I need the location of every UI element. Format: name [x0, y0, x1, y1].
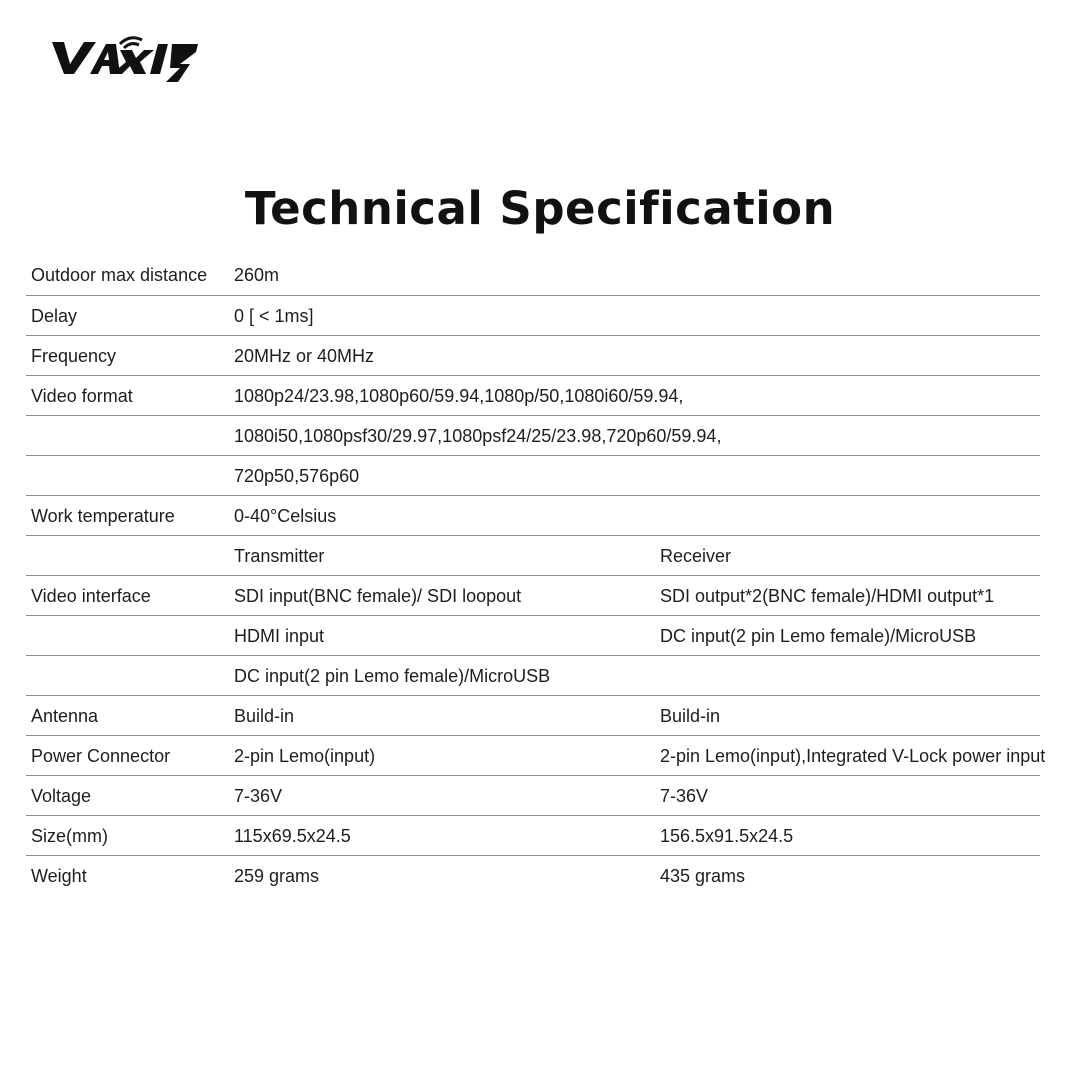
spec-row: [26, 656, 1040, 696]
spec-value: SDI input(BNC female)/ SDI loopout: [234, 586, 522, 606]
spec-value-receiver: 7-36V: [660, 786, 709, 806]
spec-row: [26, 376, 1040, 416]
spec-value: 259 grams: [234, 866, 320, 886]
spec-row-column-headers: [26, 536, 1040, 576]
spec-value: DC input(2 pin Lemo female)/MicroUSB: [234, 666, 551, 686]
spec-value-receiver: SDI output*2(BNC female)/HDMI output*1: [660, 586, 995, 606]
spec-row: [26, 256, 1040, 296]
spec-row: [26, 696, 1040, 736]
spec-row: [26, 616, 1040, 656]
vaxis-logo: [46, 30, 206, 86]
spec-label: Frequency: [31, 346, 117, 366]
spec-value-receiver: 2-pin Lemo(input),Integrated V-Lock power input: [660, 746, 1046, 766]
spec-value: 720p50,576p60: [234, 466, 360, 486]
spec-row: [26, 736, 1046, 776]
spec-row: [26, 576, 1040, 616]
spec-table: [26, 256, 1080, 896]
spec-label: Power Connector: [31, 746, 171, 766]
spec-value: 1080p24/23.98,1080p60/59.94,1080p/50,1080i60/59.94,: [234, 386, 684, 406]
page-title: Technical Specification: [244, 182, 836, 235]
spec-label: Voltage: [31, 786, 92, 806]
spec-value: 2-pin Lemo(input): [234, 746, 376, 766]
spec-value: 20MHz or 40MHz: [234, 346, 375, 366]
spec-row: [26, 336, 1040, 376]
spec-row: [26, 296, 1040, 336]
spec-label: Size(mm): [31, 826, 108, 846]
column-header-receiver: Receiver: [660, 546, 732, 566]
spec-label: Work temperature: [31, 506, 175, 526]
spec-row: [26, 856, 1040, 896]
spec-value: 0-40°Celsius: [234, 506, 337, 526]
spec-label: Delay: [31, 306, 78, 326]
spec-value: 7-36V: [234, 786, 283, 806]
spec-value: Build-in: [234, 706, 295, 726]
spec-value: 0 [ < 1ms]: [234, 306, 314, 326]
spec-label: Antenna: [31, 706, 99, 726]
column-header-transmitter: Transmitter: [234, 546, 325, 566]
spec-value: 115x69.5x24.5: [234, 826, 351, 846]
spec-value: HDMI input: [234, 626, 325, 646]
spec-label: Weight: [31, 866, 87, 886]
spec-row: [26, 416, 1040, 456]
spec-row: [26, 496, 1040, 536]
spec-value-receiver: DC input(2 pin Lemo female)/MicroUSB: [660, 626, 977, 646]
spec-value: 1080i50,1080psf30/29.97,1080psf24/25/23.98,720p60/59.94,: [234, 426, 722, 446]
spec-label: Video format: [31, 386, 133, 406]
spec-row: [26, 776, 1040, 816]
spec-label: Outdoor max distance: [31, 265, 208, 285]
spec-value: 260m: [234, 265, 280, 285]
spec-row: [26, 816, 1040, 856]
spec-value-receiver: 435 grams: [660, 866, 746, 886]
spec-value-receiver: Build-in: [660, 706, 721, 726]
spec-value-receiver: 156.5x91.5x24.5: [660, 826, 794, 846]
spec-label: Video interface: [31, 586, 151, 606]
spec-row: [26, 456, 1040, 496]
